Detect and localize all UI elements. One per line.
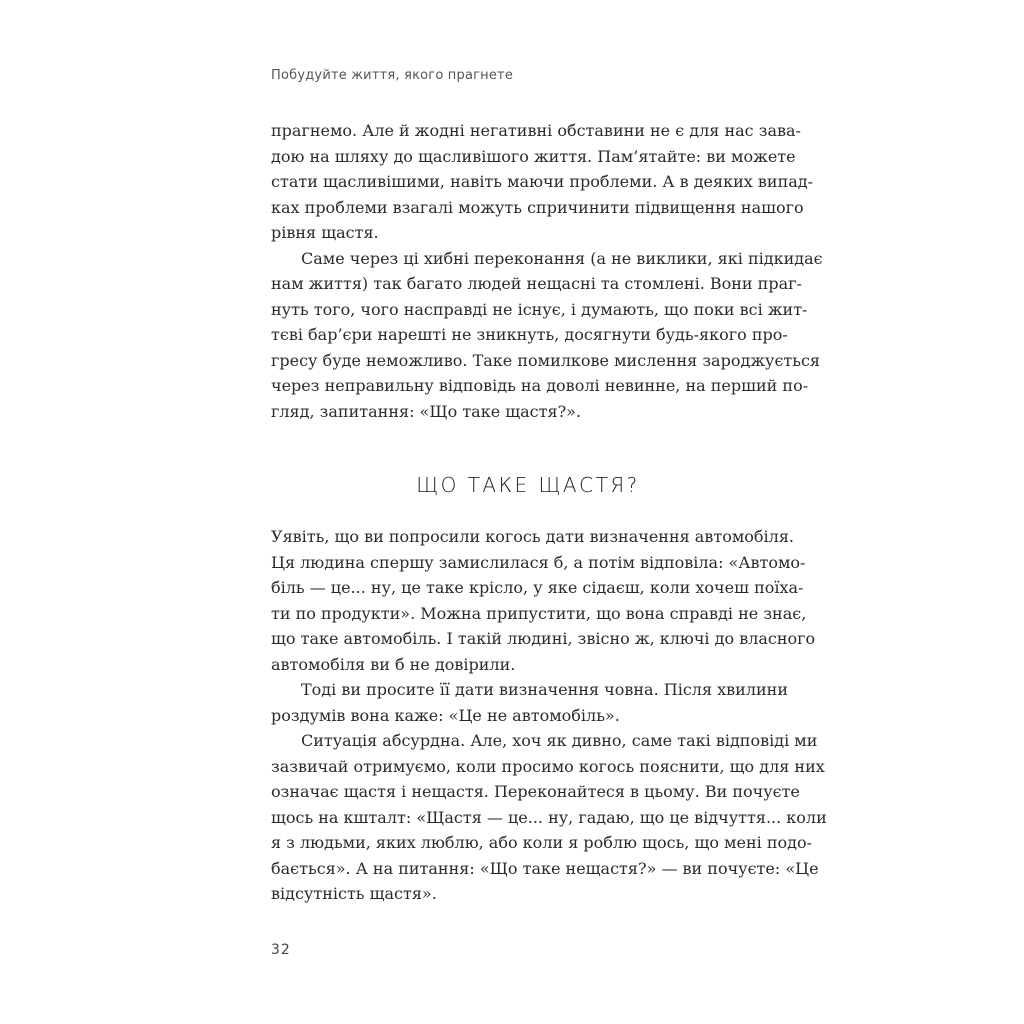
text-line: ти по продукти». Можна припустити, що вона справді не знає, <box>271 603 807 623</box>
text-line: Саме через ці хибні переконання (а не виклики, які підкидає <box>301 248 823 268</box>
text-line: автомобіля ви б не довірили. <box>271 654 516 674</box>
page-number: 32 <box>271 942 291 958</box>
text-line: тєві бар’єри нарешті не зникнуть, досягнути будь-якого про- <box>271 325 788 344</box>
text-line: дою на шляху до щасливішого життя. Пам’ятайте: ви можете <box>271 146 796 166</box>
text-line: через неправильну відповідь на доволі невинне, на перший по- <box>271 376 809 395</box>
text-line: біль — це... ну, це таке крісло, у яке сідаєш, коли хочеш поїха- <box>271 578 804 597</box>
text-line: що таке автомобіль. І такій людині, звісно ж, ключі до власного <box>271 629 816 648</box>
text-line: ках проблеми взагалі можуть спричинити підвищення нашого <box>271 197 804 217</box>
text-line: Тоді ви просите її дати визначення човна. Після хвилини <box>301 680 788 699</box>
text-line: нам життя) так багато людей нещасні та стомлені. Вони праг- <box>271 274 802 293</box>
text-line: Уявіть, що ви попросили когось дати визначення автомобіля. <box>271 527 794 546</box>
text-line: означає щастя і нещастя. Переконайтеся в цьому. Ви почуєте <box>271 782 800 801</box>
text-line: щось на кшталт: «Щастя — це... ну, гадаю, що це відчуття... коли <box>271 807 827 827</box>
text-line: нуть того, чого насправді не існує, і думають, що поки всі жит- <box>271 299 808 319</box>
running-header: Побудуйте життя, якого прагнете <box>271 68 514 83</box>
text-line: Ця людина спершу замислилася б, а потім відповіла: «Автомо- <box>271 552 806 572</box>
text-line: рівня щастя. <box>271 223 379 242</box>
text-line: прагнемо. Але й жодні негативні обставини не є для нас зава- <box>271 121 801 140</box>
text-line: бається». А на питання: «Що таке нещастя?» — ви почуєте: «Це <box>271 858 819 878</box>
body-text-section-2 <box>271 524 827 907</box>
section-heading: ЩО ТАКЕ ЩАСТЯ? <box>416 473 640 497</box>
text-line: я з людьми, яких люблю, або коли я роблю щось, що мені подо- <box>271 833 813 852</box>
text-line: гляд, запитання: «Що таке щастя?». <box>271 401 582 421</box>
text-line: зазвичай отримуємо, коли просимо когось пояснити, що для них <box>271 756 825 776</box>
text-line: відсутність щастя». <box>271 884 437 903</box>
text-line: Ситуація абсурдна. Але, хоч як дивно, саме такі відповіді ми <box>301 731 818 750</box>
body-text-section-1 <box>271 118 823 424</box>
text-line: гресу буде неможливо. Таке помилкове мислення зароджується <box>271 350 821 370</box>
text-line: роздумів вона каже: «Це не автомобіль». <box>271 705 620 725</box>
text-line: стати щасливішими, навіть маючи проблеми. А в деяких випад- <box>271 172 814 191</box>
